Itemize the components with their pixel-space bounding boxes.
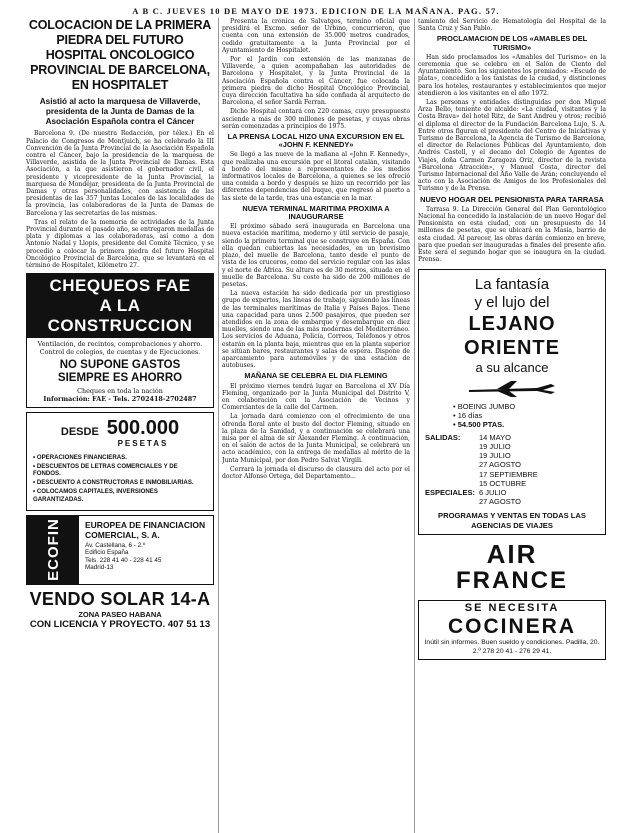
b500-top: DESDE 500.000 PESETAS <box>60 416 180 448</box>
list-item: • OPERACIONES FINANCIERAS. <box>33 453 127 461</box>
lejano-title: LEJANO ORIENTE <box>464 312 560 359</box>
column-2 <box>222 18 410 833</box>
subhead-hospital: Asistió al acto la marquesa de Villaverde, presidenta de la Junta de Damas de la Asociación Española contra el Cáncer <box>39 97 201 126</box>
headline-prensa: LA PRENSA LOCAL HIZO UNA EXCURSION EN EL «JOHN F. KENNEDY» <box>227 132 405 150</box>
article-paragraph: Por el Jardín con extensión de las manzanas de Villaverde, a quien acompañaban las autoridades de Barcelona y Hospitalet, y la Junta Provincial de la Asociación Española contra el Cáncer, fue colocada la primera piedra de dicho Hospital Oncológico Provincial, cuya dirección facultativa ha sido confiada al arquitecto de Barcelona, el señor Sardà Ferran. <box>222 56 410 107</box>
article-paragraph: Cerrará la jornada el discurso de clausura del acto por el doctor Alfonso Ortega, del Departamento... <box>222 465 410 480</box>
article-paragraph: La nueva estación ha sido dedicada por un prestigioso grupo de expertos, las líneas de trabajo, siguiendo las líneas de las terminales marítimas de Italia y Países Bajos. Tiene una capacidad para unos 2.500 pasajeros, que pueden ser atendidos en la zona de embarque y desembarque en diez muelles, siendo una de las más modernas del Mediterráneo. Los servicios de Aduana, Policía, Correos, Teléfonos y otros estarán en la planta baja, mientras que en la planta superior se sitúan bares, restaurantes y salas de espera. Dispone de aparcamiento para automóviles y de una estación de autobuses. <box>222 290 410 370</box>
headline-turismo: PROCLAMACION DE LOS «AMABLES DEL TURISMO» <box>436 34 588 52</box>
headline-fleming: MAÑANA SE CELEBRA EL DIA FLEMING <box>244 371 388 381</box>
headline-terminal: NUEVA TERMINAL MARITIMA PROXIMA A INAUGURARSE <box>242 203 390 222</box>
column-1 <box>26 18 214 833</box>
article-paragraph: El próximo viernes tendrá lugar en Barcelona el XV Día Fleming, organizado por la Junta Municipal del Distrito V, en colaboración con la Asociación de Vecinos y Comerciantes de la calle del Carmen. <box>222 382 410 412</box>
headline-tarrasa: NUEVO HOGAR DEL PENSIONISTA PARA TARRASA <box>420 194 604 204</box>
article-paragraph: Tarrasa 9. La Dirección General del Plan Gerontológico Nacional ha concedido la instalación de un nuevo Hogar del Pensionista en esta ciudad, con un presupuesto de 14 millones de pesetas, que se ubicará en la Masía, barrio de esta ciudad. Al parecer, las obras darán comienzo en breve, para que puedan ser inauguradas a finales del presente año. Este será el segundo hogar que se inaugura en la ciudad. Prensa. <box>418 205 606 264</box>
ad-fae <box>26 273 214 407</box>
article-paragraph: Tras el relato de la memoria de actividades de la Junta Provincial durante el pasado año, se entregaron medallas de plata y diplomas a las colaboradoras, así como a don Antonio Nadal y Llopis, presidente del Comité Técnico, y se procedió a colocar la primera piedra del futuro Hospital Oncológico Provincial de Barcelona, que se levantará en el término de Hospitalet, kilómetro 27. <box>26 218 214 270</box>
article-paragraph: Las personas y entidades distinguidas por don Miguel Arza Bello, teniente de alcalde: «La ciudad, visitantes y la Costa Brava» del hotel Ritz, de Sant Andreu y otros; recibió el diploma el director de la Fundación Barcelona Lujo, S. A. Entre otros figuran el presidente del Centro de Iniciativas y Turismo de Barcelona, la Agencia de Turismo de Barcelona, el director de Relaciones Públicas del Ayuntamiento, don Andrés Castell, y el decano del Colegio de Agentes de Viajes, doña Carmen Zaragoza Oriz, director de la revista «Barcelona Atracción», y Manuel Costa, director del Turismo Internacional del Año Valle de Arán; concluyendo el acto con la Asociación de Amigos de los Profesionales del Turismo y de la Prensa. <box>418 99 606 193</box>
fae-title: CHEQUEOS FAE A LA CONSTRUCCION <box>27 274 213 338</box>
b500-list <box>27 452 213 510</box>
article-paragraph: Barcelona 9. (De nuestra Redacción, por télex.) En el Palacio de Congresos de Montjuich, se ha celebrado la III Convención de la Junta Provincial de la Asociación Española contra el Cáncer, bajo la presidencia de la marquesa de Villaverde, asistida de la Junta Provincial de Damas. Esta Asociación, a la que asistieron el gobernador civil, el presidente y vicepresidente de la Junta Provincial, la marquesa de Mondéjar, presidenta de la Junta Provincial de Damas y otras personalidades, con asistencia de las presidentas de las 357 Juntas Locales de las localidades de la provincia, las colaboradoras de la Junta de Damas de Barcelona y las secretarias de las mismas. <box>26 130 214 217</box>
article-paragraph: La jornada dará comienzo con el ofrecimiento de una ofrenda floral ante el busto del doctor Fleming, situado en la plaza de la Sanidad, y a continuación se celebrará una misa por el alma de sir Alexander Fleming. A continuación, en el salón de actos de la Junta Municipal, se celebrará un acto académico, con la entrega de medallas al mérito de la Junta Municipal, por don Pedro Salvat Virgili. <box>222 413 410 464</box>
ad-lejano-oriente: La fantasía y el lujo del LEJANO ORIENTE a su alcance • BOEING JUMBO • 16 días • 54.500 PTAS. SALIDAS: 14 MAYO 19 JULIO 19 JULIO 27 AGOSTO 17 SEPTIEMBRE 15 OCTUBRE ESPECIALES: 6 JULIO 27 AGOSTO PROGRAMAS Y VENTAS EN TODAS LAS AGENCIAS DE VIAJES <box>418 269 606 536</box>
column-rule <box>414 18 415 833</box>
article-paragraph: Dicho Hospital contará con 220 camas, cuyo presupuesto asciende a más de 300 millones de pesetas, y cuyas obras serán comenzadas a principios de 1975. <box>222 108 410 130</box>
list-item: • DESCUENTO A CONSTRUCTORAS E INMOBILIARIAS. <box>33 479 194 487</box>
ad-cocinera: SE NECESITA COCINERA Inútil sin informes. Buen sueldo y condiciones. Padilla, 20. 2.º 278 20 41 - 276 29 41. <box>418 600 606 660</box>
lejano-footer: PROGRAMAS Y VENTAS EN TODAS LAS AGENCIAS DE VIAJES <box>438 511 586 530</box>
ad-vendo-solar: VENDO SOLAR 14-A ZONA PASEO HABANA CON LICENCIA Y PROYECTO. 407 51 13 <box>29 588 211 630</box>
article-paragraph: tamiento del Servicio de Hematología del Hospital de la Santa Cruz y San Pablo. <box>418 18 606 33</box>
ecofin-logo: ECOFIN <box>27 516 79 584</box>
fae-slogan: NO SUPONE GASTOS SIEMPRE ES AHORRO <box>57 359 183 385</box>
lejano-especiales: ESPECIALES: 6 JULIO 27 AGOSTO <box>425 487 521 507</box>
list-item: • DESCUENTOS DE LETRAS COMERCIALES Y DE FONDOS. <box>33 462 178 478</box>
list-item: • COLOCAMOS CAPITALES, INVERSIONES GARANTIZADAS. <box>33 488 158 503</box>
columns <box>26 18 606 833</box>
lejano-features: • BOEING JUMBO • 16 días • 54.500 PTAS. <box>453 401 516 430</box>
air-france-logo: AIR FRANCE <box>456 539 568 595</box>
article-paragraph: Presenta la crónica de Salvatgos, termino oficial que presidirá el Excmo. señor de Urbino, concurrieron, que cuenta con una extensión de 35.000 metros cuadrados, cedido gratuitamente a la Junta Provincial por el Ayuntamiento de Hospitalet. <box>222 18 410 54</box>
b500-amount: 500.000 <box>106 416 180 439</box>
ecofin-info: EUROPEA DE FINANCIACION COMERCIAL, S. A. Av. Castellana, 6 - 2.º Edificio España Tels. 228 41 40 - 228 41 45 Madrid-13 <box>85 519 206 572</box>
article-paragraph: Han sido proclamados los «Amables del Turismo» en la ceremonia que se celebra en el Salón de Ciento del Ayuntamiento. Son los siguientes los premiados: «Escudo de plata», concedido a los taxistas de la ciudad, y distinciones para los hoteles, restaurantes y establecimientos que mejor atendieron a los visitantes en el año 1972. <box>418 53 606 97</box>
lejano-salidas: SALIDAS: 14 MAYO 19 JULIO 19 JULIO 27 AGOSTO 17 SEPTIEMBRE 15 OCTUBRE <box>425 432 538 488</box>
ad-500000 <box>26 412 214 511</box>
article-paragraph: El próximo sábado será inaugurada en Barcelona una nueva estación marítima, moderno y útil servicio de pasaje, siendo la primera terminal que se construye en España. Con ella quedan cubiertas las necesidades, en un brevísimo plazo, del muelle de Barcelona, tanto desde el punto de vista de los cruceros, como del servicio regular con las islas y el norte de África. Su altura es de 30 metros, situada en el muelle de Barcelona. Su coste ha sido de 200 millones de pesetas. <box>222 223 410 288</box>
column-rule <box>218 18 219 833</box>
ad-ecofin <box>26 515 214 585</box>
article-paragraph: Se llegó a las nueve de la mañana al «John F. Kennedy», que realizaba una excursión por el litoral catalán, visitando a bordo del mismo a representantes de los medios informativos locales de Barcelona, a quienes se les ofreció una comida a bordo y después se hizo un recorrido por las diferentes dependencias del buque, que regresó al puerto a las siete de la tarde, tras una estancia en la mar. <box>222 151 410 202</box>
headline-hospital: COLOCACION DE LA PRIMERA PIEDRA DEL FUTURO HOSPITAL ONCOLOGICO PROVINCIAL DE BARCELONA, EN HOSPITALET <box>28 18 212 92</box>
airplane-icon <box>467 380 557 398</box>
page-header: A B C. JUEVES 10 DE MAYO DE 1973. EDICION DE LA MAÑANA. PAG. 57. <box>132 6 500 16</box>
fae-body: Ventilación, de recintos, comprobaciones y ahorro. Control de colegios, de cuentas y de Ejecuciones. NO SUPONE GASTOS SIEMPRE ES AHORRO Cheques en toda la nación Información: FAE - Tels. 2702418-2702487 <box>27 338 213 406</box>
column-3 <box>418 18 606 833</box>
